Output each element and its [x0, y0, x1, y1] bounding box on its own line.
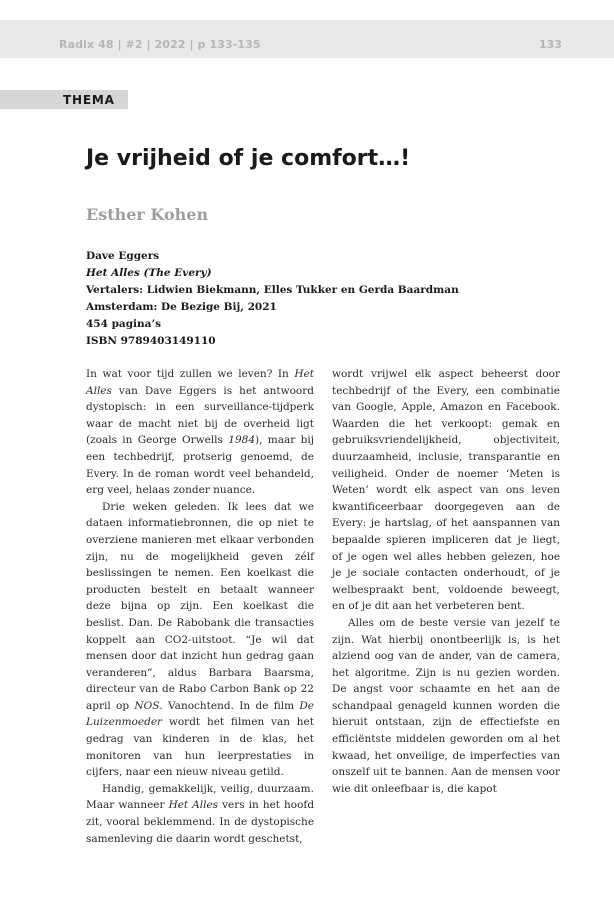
book-pages: 454 pagina’s	[86, 318, 162, 330]
body-column-left	[86, 366, 314, 847]
paragraph-3-continued: wordt vrijwel elk aspect beheerst door techbedrijf of the Every, een combinatie van Google, Apple, Amazon en Facebook. Waarden die het verkoopt: gemak en gebruiksvriendelijkheid, objectiviteit, duurzaamheid, inclusie, transparantie en veiligheid. Onder de noemer ‘Meten is Weten’ wordt elk aspect van ons leven kwantificeerbaar doorgegeven aan de Every: je hartslag, of het aanspannen van bepaalde spieren impliceren dat je liegt, of je ogen wel alles hebben gelezen, hoe je je sociale contacten onderhoudt, of je welbespraakt bent, voldoende beweegt, en of je dit aan het verbeteren bent.	[332, 368, 561, 613]
paragraph-4: Alles om de beste versie van jezelf te zijn. Wat hierbij onontbeerlijk is, is het alziend oog van de ander, van de camera, het algoritme. Zijn is nu gezien worden. De angst voor schaamte en het aan de schandpaal genageld kunnen worden die hieruit ontstaan, zijn de effectiefste en efficiëntste middelen geworden om al het kwaad, het onveilige, de imperfecties van onszelf uit te bannen. Aan de mensen voor wie dit onleefbaar is, die kapot	[332, 616, 560, 795]
paragraph-2: Drie weken geleden. Ik lees dat we dataen informatiebronnen, die op niet te overziene manieren met elkaar verbonden zijn, nu de mogelijkheid geven zélf beslissingen te nemen. Een koelkast die producten bestelt en betaalt wanneer deze bijna op zijn. Een koelkast die beslist. Dan. De Rabobank die transacties koppelt aan CO2-uitstoot. “Je wil dat mensen door dat inzicht hun gedrag gaan veranderen”, aldus Barbara Baarsma, directeur van de Rabo Carbon Bank op 22 april op NOS. Vanochtend. In de film De Luizenmoeder wordt het filmen van het gedrag van kinderen in de klas, het monitoren van hun leerprestaties in cijfers, naar een nieuw niveau getild.	[86, 500, 314, 779]
body-column-right	[332, 366, 560, 797]
book-author: Dave Eggers	[86, 250, 160, 262]
book-details	[86, 248, 556, 350]
book-title: Het Alles (The Every)	[86, 267, 212, 279]
journal-citation: Radix 48 | #2 | 2022 | p 133-135	[59, 38, 261, 51]
page-number: 133	[539, 38, 562, 51]
book-isbn: ISBN 9789403149110	[86, 335, 216, 347]
book-translators: Vertalers: Lidwien Biekmann, Elles Tukker en Gerda Baardman	[86, 284, 459, 296]
article-title: Je vrijheid of je comfort…!	[86, 146, 411, 171]
article-author: Esther Kohen	[86, 205, 209, 224]
paragraph-1: In wat voor tijd zullen we leven? In Het Alles van Dave Eggers is het antwoord dystopisch: in een surveillance-tijdperk waar de macht niet bij de overheid ligt (zoals in George Orwells 1984), maar bij een techbedrijf, protserig genoemd, de Every. In de roman wordt veel behandeld, erg veel, helaas zonder nuance.	[86, 368, 314, 497]
book-publisher: Amsterdam: De Bezige Bij, 2021	[86, 301, 277, 313]
section-label: THEMA	[63, 93, 115, 107]
paragraph-3-start: Handig, gemakkelijk, veilig, duurzaam. Maar wanneer Het Alles vers in het hoofd zit, vooral beklemmend. In de dystopische samenleving die daarin wordt geschetst,	[86, 782, 315, 845]
